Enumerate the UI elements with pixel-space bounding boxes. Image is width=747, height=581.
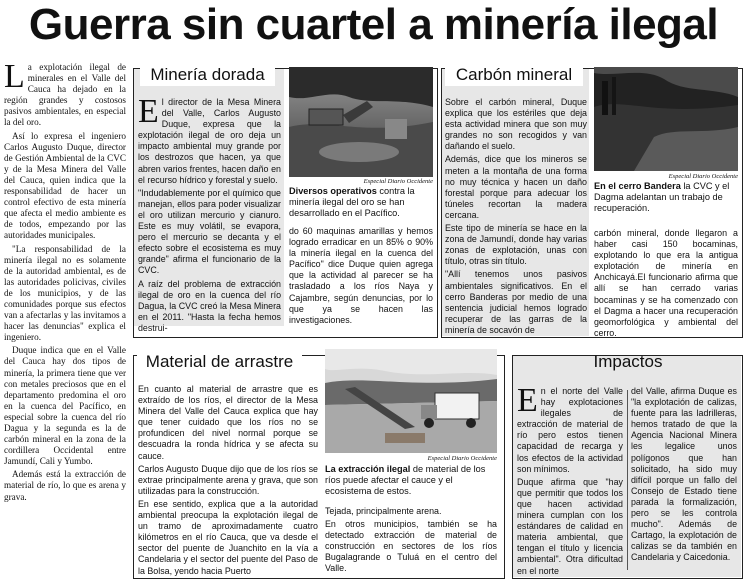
left-paragraph: Además está la extracción de material de río, lo que es arena y grava. (4, 469, 126, 502)
article-paragraph: "Indudablemente por el químico que manejan, ellos para poder visualizar el oro utilizan mercurio y cianuro. Este es muy volátil, se evapora, pero el mercurio se decanta y el efecto sobre el ecosistema es muy grande" afirma el funcionario de la CVC. (138, 187, 281, 276)
article-paragraph: Carlos Augusto Duque dijo que de los ríos se extrae principalmente arena y grava, que son utilizadas para la construcción. (138, 463, 318, 496)
left-paragraph: Así lo expresa el ingeniero Carlos Augusto Duque, director de Gestión Ambiental de la CVC y de la Mesa Minera del Valle del Cauca, quien indica que la responsabilidad de hacer un control efectivo de esta minería que afecta el medio ambiente es de todos, empezando por las autoridades municipales. (4, 130, 126, 241)
article-paragraph: Sobre el carbón mineral, Duque explica que los estériles que deja esta actividad minera que son muy grandes no son recogidos y van dañando el suelo. (445, 97, 587, 152)
impactos-col2 (631, 386, 737, 574)
article-paragraph: En el norte del Valle hay explotaciones ilegales de extracción de material de río pero estos tienen capacidad de recarga y los efectos de la actividad son mínimos. (517, 382, 623, 474)
mineria-dorada-caption: Diversos operativos contra la minería ilegal del oro se han desarrollado en el Pacífico. (289, 186, 415, 218)
drop-cap: L (4, 58, 25, 95)
material-arrastre-col2 (325, 506, 497, 574)
article-paragraph: Tejada, principalmente arena. (325, 506, 442, 516)
material-arrastre-col1 (138, 384, 318, 574)
carbon-mineral-col1 (445, 97, 587, 333)
drop-cap: E (517, 382, 538, 419)
column-divider (627, 390, 628, 570)
photo-credit: Especial Diario Occidente (427, 455, 497, 462)
article-paragraph: "Allí tenemos unos pasivos ambientales significativos. En el cerro Banderas por medio de una sentencia judicial hemos logrado recuperar de las garras de la minería de socavón de (445, 269, 587, 335)
article-paragraph: Duque afirma que "hay que permitir que todos los que hacen actividad minera cumplan con los estándares de calidad en materia ambiental, que tengan el título y licencia ambiental". Otra dificultad en el norte (517, 476, 623, 576)
material-arrastre-title: Material de arrastre (137, 349, 302, 373)
article-paragraph: Este tipo de minería se hace en la zona de Jamundí, donde hay varias zonas de explotación, unas con título, otras sin título. (445, 223, 587, 267)
mineria-dorada-col1 (138, 93, 281, 333)
carbon-mineral-caption: En el cerro Bandera la CVC y el Dagma adelantan un trabajo de recuperación. (594, 181, 730, 213)
headline: Guerra sin cuartel a minería ilegal (28, 0, 719, 49)
impactos-col1 (517, 382, 623, 576)
material-arrastre-caption: La extracción ilegal de material de los ríos puede afectar el cauce y el ecosistema de estos. (325, 464, 486, 496)
left-paragraph: "La responsabilidad de la minería ilegal no es solamente de la autoridad ambiental, es de las autoridades policivas, civiles de los municipios, y de las comunidades porque sus efectos van a afectarlas y las invitamos a hacer las denuncias" explica el ingeniero. (4, 243, 126, 343)
left-lead-paragraph: La explotación ilegal de minerales en el Valle del Cauca ha dejado en la región grandes y costosos pasivos ambientales, en especial la del oro. (4, 58, 126, 128)
photo-credit: Especial Diario Occidente (363, 178, 433, 185)
article-paragraph: En otros municipios, también se ha detectado extracción de material de construcción en sectores de los ríos Bugalagrande o Tuluá en el centro del Valle. (325, 519, 497, 574)
carbon-mineral-photo (594, 67, 738, 171)
impactos-title: Impactos (593, 352, 663, 371)
drop-cap: E (138, 93, 159, 130)
material-arrastre-photo (325, 349, 497, 453)
mineria-dorada-col2: do 60 maquinas amarillas y hemos logrado erradicar en un 85% o 90% la minería ilegal en la cuenca del Pacífico" dice Duque quien agrega que la actividad al parecer se ha trasladado a los ríos Naya y Cajambre, según denuncias, por lo que ya se hacen las investigaciones. (289, 226, 433, 325)
mineria-dorada-photo (289, 67, 433, 177)
article-paragraph: A raíz del problema de extracción ilegal de oro en la cuenca del río Dagua, la CVC creó la Mesa Minera en el 2011. "Hasta la fecha hemos destrui- (138, 278, 281, 333)
carbon-mineral-col2: carbón mineral, donde llegaron a haber casi 150 bocaminas, explotando lo que era la antigua explotación de minería en Anchicayá.El funcionario afirma que allí se han cerrado varias bocaminas y se ha comenzado con el Dagma a hacer una recuperación geomorfológica y ambiental del cerro. (594, 228, 738, 338)
article-paragraph: Además, dice que los mineros se meten a la montaña de una forma no muy técnica y hacen un daño forestal porque para adecuar los túneles recortan la madera cercana. (445, 154, 587, 220)
article-paragraph: El director de la Mesa Minera del Valle, Carlos Augusto Duque, expresa que la explotación ilegal de oro deja un impacto ambiental muy grande por los destrozos que hacen, ya que abren varios frentes, hacen daño en el recurso hídrico y forestal y suelo. (138, 93, 281, 185)
carbon-mineral-title: Carbón mineral (445, 62, 583, 86)
photo-credit: Especial Diario Occidente (668, 173, 738, 180)
mineria-dorada-title: Minería dorada (140, 62, 275, 86)
left-paragraph: Duque indica que en el Valle del Cauca hay dos tipos de minería, la primera tiene que ver con metales preciosos que en el departamento predomina el oro en la cuenca del Pacífico, en especial sobre la cuenca del río Dagua y la segunda es la de carbón mineral en la zona de la cordillera Occidental entre Jamundí, Cali y Yumbo. (4, 345, 126, 467)
article-paragraph: En cuanto al material de arrastre que es extraído de los ríos, el director de la Mesa Minera del Valle del Cauca explica que hay que tener cuidado que los ríos no se profundicen del nivel normal porque se descuadra la ronda hídrica y se afecta su cauce. (138, 384, 318, 461)
left-column (4, 58, 126, 577)
article-paragraph: En ese sentido, explica que a la autoridad ambiental preocupa la explotación ilegal de un tramo de aproximadamente cuatro kilómetros en el río Cauca, que va desde el sector del puente de Juanchito en la vía a Candelaria y el sector del puente del Paso de la Bolsa, yendo hacia Puerto (138, 498, 318, 576)
article-paragraph: del Valle, afirma Duque es "la explotación de calizas, fuente para las ladrilleras, hemos tratado de que la Agencia Nacional Minera les legalice unos polígonos que han solicitado, ha sido muy difícil porque un fallo del Consejo de Estado tiene parada la formalización, pero se les controla mucho". Además de Cartago, la explotación de calizas se da también en Candelaria y Caicedonia. (631, 386, 737, 563)
